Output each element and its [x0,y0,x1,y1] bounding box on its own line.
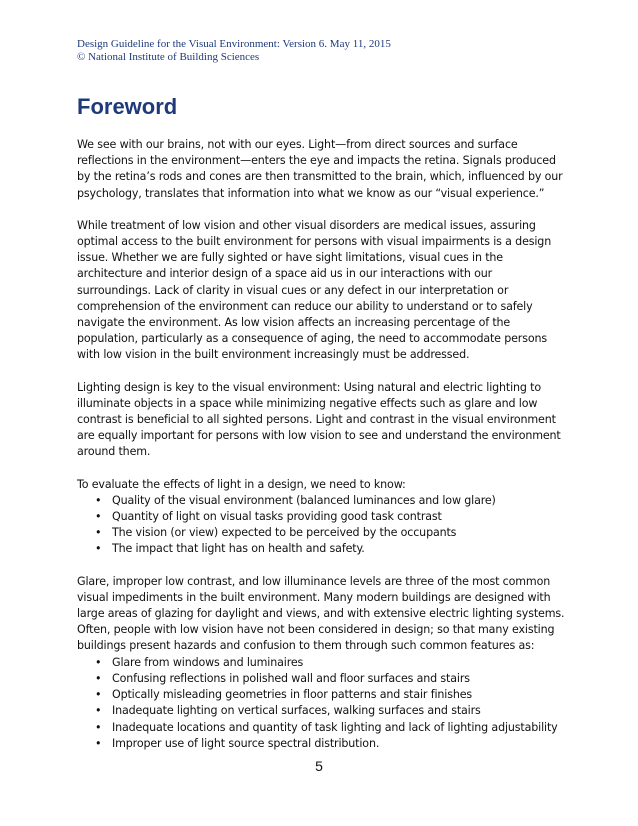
paragraph-lighting-design: Lighting design is key to the visual environment: Using natural and electric lighting to illuminate objects in a space while minimizing negative effects such as glare and low contrast is beneficial to all sighted persons. Light and contrast in the visual environment are equally important for persons with low vision to see and understand the environment around them. [77,380,561,459]
list-item [95,525,567,541]
list-item [95,720,567,736]
list-item-text: Confusing reflections in polished wall and floor surfaces and stairs [112,671,470,685]
list-item [95,703,567,719]
document-body [77,137,567,768]
paragraph-glare: Glare, improper low contrast, and low illuminance levels are three of the most common visual impediments in the built environment. Many modern buildings are designed with large areas of glazing for daylight and views, and with extensive electric lighting systems. Often, people with low vision have not been considered in design; so that many existing buildings present hazards and confusion to them through such common features as: [77,574,565,653]
list-item-text: Quality of the visual environment (balanced luminances and low glare) [112,493,496,507]
header-copyright: © National Institute of Building Sciences [77,51,260,63]
bullet-icon: • [95,704,102,718]
bullet-icon: • [95,655,102,669]
paragraph-evaluate-intro: To evaluate the effects of light in a design, we need to know: [77,477,406,491]
bullet-icon: • [95,720,102,734]
bullet-icon: • [95,510,102,524]
bullet-icon: • [95,526,102,540]
paragraph-vision: We see with our brains, not with our eyes. Light—from direct sources and surface reflections in the environment—enters the eye and impacts the retina. Signals produced by the retina’s rods and cones are then transmitted to the brain, which, influenced by our psychology, translates that information into what we know as our “visual experience.” [77,138,563,200]
bullet-icon: • [95,671,102,685]
list-item-text: Glare from windows and luminaires [112,655,304,669]
list-item [95,541,567,557]
list-item-text: Improper use of light source spectral distribution. [112,736,380,750]
running-header [77,38,391,64]
header-document-title: Design Guideline for the Visual Environment: Version 6. May 11, 2015 [77,38,391,50]
list-item [95,687,567,703]
list-item [95,736,567,752]
list-item [95,671,567,687]
bullet-icon: • [95,736,102,750]
list-item-text: The vision (or view) expected to be perceived by the occupants [112,526,457,540]
list-item-text: Optically misleading geometries in floor patterns and stair finishes [112,688,473,702]
list-item-text: Quantity of light on visual tasks providing good task contrast [112,510,442,524]
list-item [95,655,567,671]
list-item [95,509,567,525]
bullet-icon: • [95,493,102,507]
hazard-list [77,655,567,752]
page-number: 5 [315,758,323,774]
page-title: Foreword [77,94,178,119]
list-item-text: Inadequate lighting on vertical surfaces, walking surfaces and stairs [112,704,481,718]
list-item-text: The impact that light has on health and safety. [112,542,365,556]
list-item-text: Inadequate locations and quantity of task lighting and lack of lighting adjustability [112,720,558,734]
list-item [95,493,567,509]
bullet-icon: • [95,542,102,556]
evaluate-list [77,493,567,558]
paragraph-low-vision: While treatment of low vision and other visual disorders are medical issues, assuring optimal access to the built environment for persons with visual impairments is a design issue. Whether we are fully sighted or have sight limitations, visual cues in the architecture and interior design of a space aid us in our interactions with our surroundings. Lack of clarity in visual cues or any defect in our interpretation or comprehension of the environment can reduce our ability to understand or to safely navigate the environment. As low vision affects an increasing percentage of the population, particularly as a consequence of aging, the need to accommodate persons with low vision in the built environment increasingly must be addressed. [77,218,552,362]
bullet-icon: • [95,688,102,702]
